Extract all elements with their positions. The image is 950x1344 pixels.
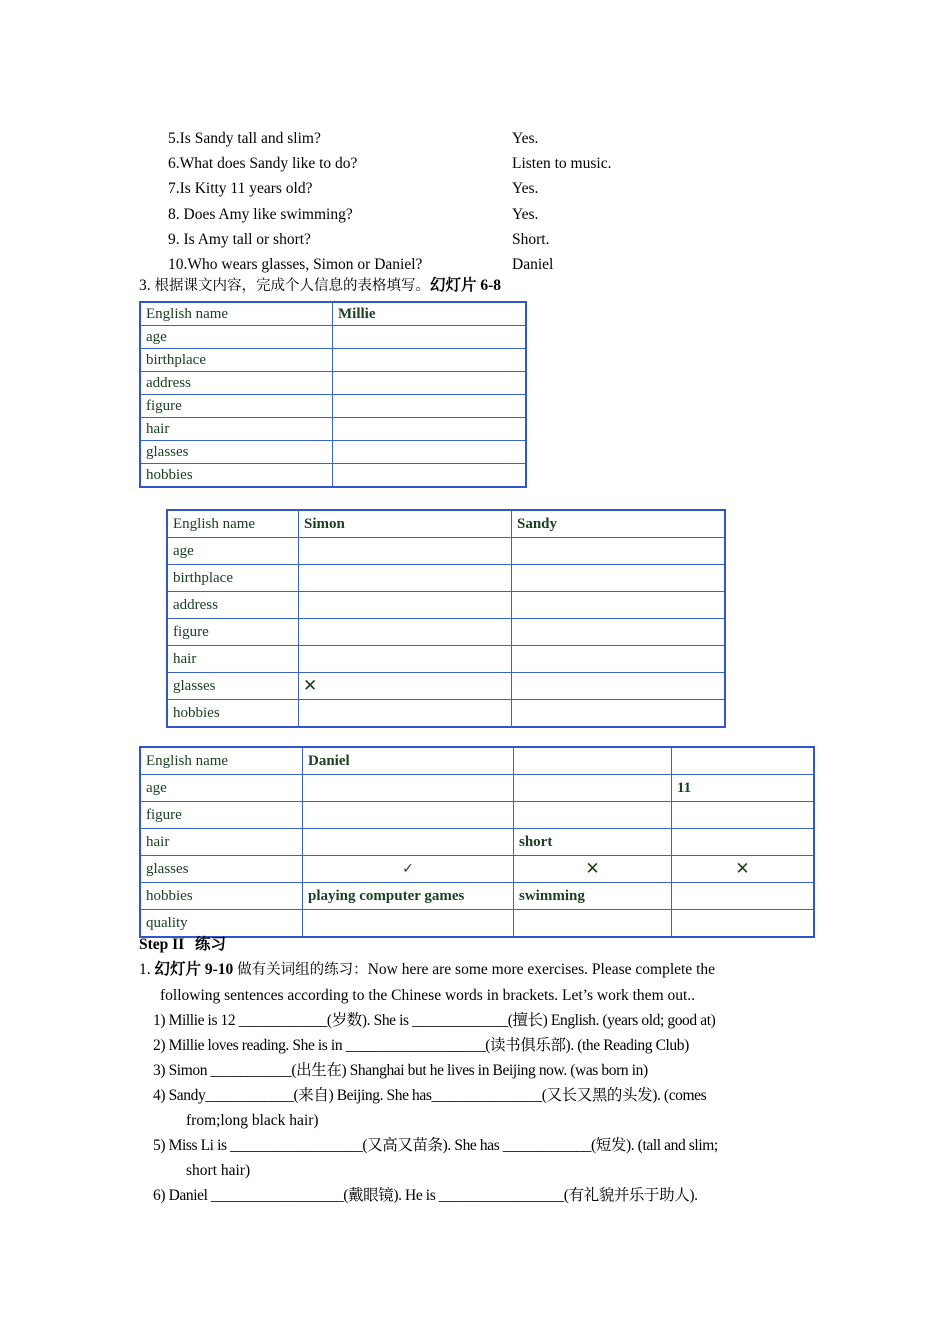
table-row bbox=[167, 565, 725, 592]
row-value-col2[interactable] bbox=[514, 802, 672, 829]
row-value-col1[interactable] bbox=[303, 829, 514, 856]
row-label: English name bbox=[140, 302, 333, 326]
row-label: birthplace bbox=[167, 565, 299, 592]
qa-question: 9. Is Amy tall or short? bbox=[168, 230, 311, 248]
row-value-col1[interactable] bbox=[303, 775, 514, 802]
qa-row bbox=[168, 227, 828, 252]
row-value-col3[interactable] bbox=[672, 747, 815, 775]
qa-row bbox=[168, 126, 828, 151]
table-row bbox=[140, 395, 526, 418]
step-2-heading-latin: Step II bbox=[139, 936, 185, 953]
row-label: hair bbox=[140, 418, 333, 441]
row-value-sandy[interactable] bbox=[512, 619, 726, 646]
row-value-simon[interactable] bbox=[299, 592, 512, 619]
table-row bbox=[140, 349, 526, 372]
table-row bbox=[140, 775, 814, 802]
row-label: birthplace bbox=[140, 349, 333, 372]
table-row bbox=[167, 673, 725, 700]
row-value-col2[interactable]: swimming bbox=[514, 883, 672, 910]
row-label: quality bbox=[140, 910, 303, 938]
exercise-block bbox=[139, 957, 819, 1208]
qa-answer: Yes. bbox=[512, 180, 539, 198]
table-row bbox=[167, 538, 725, 565]
table-row bbox=[140, 464, 526, 488]
exercise-intro-english: Now here are some more exercises. Please complete the bbox=[367, 961, 715, 978]
exercise-item-5-cont: short hair) bbox=[186, 1162, 251, 1179]
exercise-item-6: 6) Daniel __________________(戴眼镜). He is _________________(有礼貌并乐于助人). bbox=[153, 1187, 698, 1204]
row-value-col2[interactable] bbox=[514, 910, 672, 938]
row-value-col3[interactable] bbox=[672, 802, 815, 829]
table-row bbox=[167, 646, 725, 673]
row-value-col2[interactable] bbox=[514, 775, 672, 802]
exercise-intro-number: 1. bbox=[139, 961, 155, 978]
row-value-sandy[interactable] bbox=[512, 673, 726, 700]
row-value-col1[interactable] bbox=[303, 802, 514, 829]
table-row bbox=[140, 418, 526, 441]
table-row bbox=[140, 856, 814, 883]
row-label: address bbox=[140, 372, 333, 395]
question-answer-list bbox=[168, 126, 828, 277]
row-value-col3[interactable] bbox=[672, 883, 815, 910]
table-row bbox=[140, 747, 814, 775]
exercise-item-3: 3) Simon ___________(出生在) Shanghai but he lives in Beijing now. (was born in) bbox=[153, 1062, 648, 1079]
row-value[interactable] bbox=[333, 464, 527, 488]
table-row bbox=[140, 829, 814, 856]
qa-question: 6.What does Sandy like to do? bbox=[168, 155, 358, 173]
row-value-col1[interactable] bbox=[303, 910, 514, 938]
table-row bbox=[167, 510, 725, 538]
section-3-chinese: 根据课文内容，完成个人信息的表格填写。 bbox=[154, 278, 430, 294]
cross-mark-icon[interactable]: ✕ bbox=[514, 856, 672, 883]
exercise-item-4: 4) Sandy____________(来自) Beijing. She has_______________(又长又黑的头发). (comes bbox=[153, 1087, 707, 1104]
row-value-sandy[interactable] bbox=[512, 565, 726, 592]
qa-question: 5.Is Sandy tall and slim? bbox=[168, 130, 321, 147]
qa-answer: Yes. bbox=[512, 205, 539, 223]
row-label: age bbox=[140, 326, 333, 349]
qa-question: 7.Is Kitty 11 years old? bbox=[168, 180, 313, 198]
exercise-intro-line1 bbox=[139, 957, 819, 983]
table-daniel bbox=[139, 746, 815, 938]
row-value[interactable] bbox=[333, 418, 527, 441]
row-value-sandy[interactable]: Sandy bbox=[512, 510, 726, 538]
row-label: address bbox=[167, 592, 299, 619]
row-value-col1[interactable]: playing computer games bbox=[303, 883, 514, 910]
check-mark-icon[interactable]: ✓ bbox=[303, 856, 514, 883]
row-value-sandy[interactable] bbox=[512, 646, 726, 673]
table-row bbox=[140, 326, 526, 349]
exercise-intro-slide-range: 9-10 bbox=[201, 961, 238, 978]
qa-question: 8. Does Amy like swimming? bbox=[168, 205, 353, 223]
row-label: glasses bbox=[167, 673, 299, 700]
row-value-col1[interactable]: Daniel bbox=[303, 747, 514, 775]
qa-answer: Daniel bbox=[512, 255, 554, 273]
table-row bbox=[167, 619, 725, 646]
row-value-col2[interactable] bbox=[514, 747, 672, 775]
section-3-heading bbox=[139, 275, 501, 297]
qa-answer: Yes. bbox=[512, 130, 539, 147]
qa-answer: Short. bbox=[512, 230, 550, 248]
section-3-slide-range: 6-8 bbox=[476, 277, 502, 294]
row-label: hair bbox=[140, 829, 303, 856]
section-3-slide-label: 幻灯片 bbox=[430, 276, 477, 294]
row-value-sandy[interactable] bbox=[512, 592, 726, 619]
exercise-item-2: 2) Millie loves reading. She is in ___________________(读书俱乐部). (the Reading Club) bbox=[153, 1037, 689, 1054]
qa-answer: Listen to music. bbox=[512, 155, 612, 173]
row-value[interactable] bbox=[333, 372, 527, 395]
row-value-col3[interactable] bbox=[672, 829, 815, 856]
row-value-simon[interactable] bbox=[299, 700, 512, 728]
row-label: figure bbox=[167, 619, 299, 646]
exercise-item-4-cont: from;long black hair) bbox=[186, 1112, 319, 1129]
cross-mark-icon[interactable]: ✕ bbox=[672, 856, 815, 883]
row-value[interactable] bbox=[333, 326, 527, 349]
row-value-simon[interactable] bbox=[299, 646, 512, 673]
table-millie bbox=[139, 301, 527, 488]
table-row bbox=[167, 592, 725, 619]
table-row bbox=[140, 802, 814, 829]
exercise-item-5: 5) Miss Li is __________________(又高又苗条). She has ____________(短发). (tall and slim; bbox=[153, 1137, 718, 1154]
exercise-intro-slide-label: 幻灯片 bbox=[154, 960, 202, 978]
row-value[interactable] bbox=[333, 395, 527, 418]
row-label: hobbies bbox=[167, 700, 299, 728]
qa-row bbox=[168, 176, 828, 201]
section-3-number: 3. bbox=[139, 277, 155, 294]
row-label: hobbies bbox=[140, 464, 333, 488]
row-label: age bbox=[167, 538, 299, 565]
table-simon-sandy bbox=[166, 509, 726, 728]
row-label: glasses bbox=[140, 441, 333, 464]
qa-question: 10.Who wears glasses, Simon or Daniel? bbox=[168, 255, 423, 273]
row-value[interactable]: Millie bbox=[333, 302, 527, 326]
row-value-simon[interactable] bbox=[299, 565, 512, 592]
exercise-intro-line2: following sentences according to the Chinese words in brackets. Let’s work them out.. bbox=[160, 987, 696, 1004]
cross-mark-icon[interactable]: ✕ bbox=[299, 673, 512, 700]
qa-row bbox=[168, 151, 828, 176]
row-value-sandy[interactable] bbox=[512, 700, 726, 728]
row-label: hair bbox=[167, 646, 299, 673]
row-label: glasses bbox=[140, 856, 303, 883]
row-label: English name bbox=[167, 510, 299, 538]
exercise-intro-chinese: 做有关词组的练习： bbox=[237, 962, 368, 978]
exercise-item-1: 1) Millie is 12 ____________(岁数). She is _____________(擅长) English. (years old; good at) bbox=[153, 1012, 716, 1029]
row-value-col3[interactable]: 11 bbox=[672, 775, 815, 802]
row-value-simon[interactable]: Simon bbox=[299, 510, 512, 538]
row-value[interactable] bbox=[333, 349, 527, 372]
row-label: English name bbox=[140, 747, 303, 775]
table-row bbox=[140, 441, 526, 464]
row-value-col2[interactable]: short bbox=[514, 829, 672, 856]
qa-row bbox=[168, 202, 828, 227]
row-label: age bbox=[140, 775, 303, 802]
row-value-simon[interactable] bbox=[299, 619, 512, 646]
table-row bbox=[140, 883, 814, 910]
table-row bbox=[140, 910, 814, 938]
table-row bbox=[167, 700, 725, 728]
row-label: figure bbox=[140, 802, 303, 829]
qa-row bbox=[168, 252, 828, 277]
row-value-sandy[interactable] bbox=[512, 538, 726, 565]
row-label: hobbies bbox=[140, 883, 303, 910]
row-value-col3[interactable] bbox=[672, 910, 815, 938]
step-2-heading-chinese: 练习 bbox=[184, 935, 227, 953]
row-label: figure bbox=[140, 395, 333, 418]
row-value[interactable] bbox=[333, 441, 527, 464]
table-row bbox=[140, 372, 526, 395]
table-row bbox=[140, 302, 526, 326]
step-2-heading bbox=[139, 932, 226, 954]
row-value-simon[interactable] bbox=[299, 538, 512, 565]
